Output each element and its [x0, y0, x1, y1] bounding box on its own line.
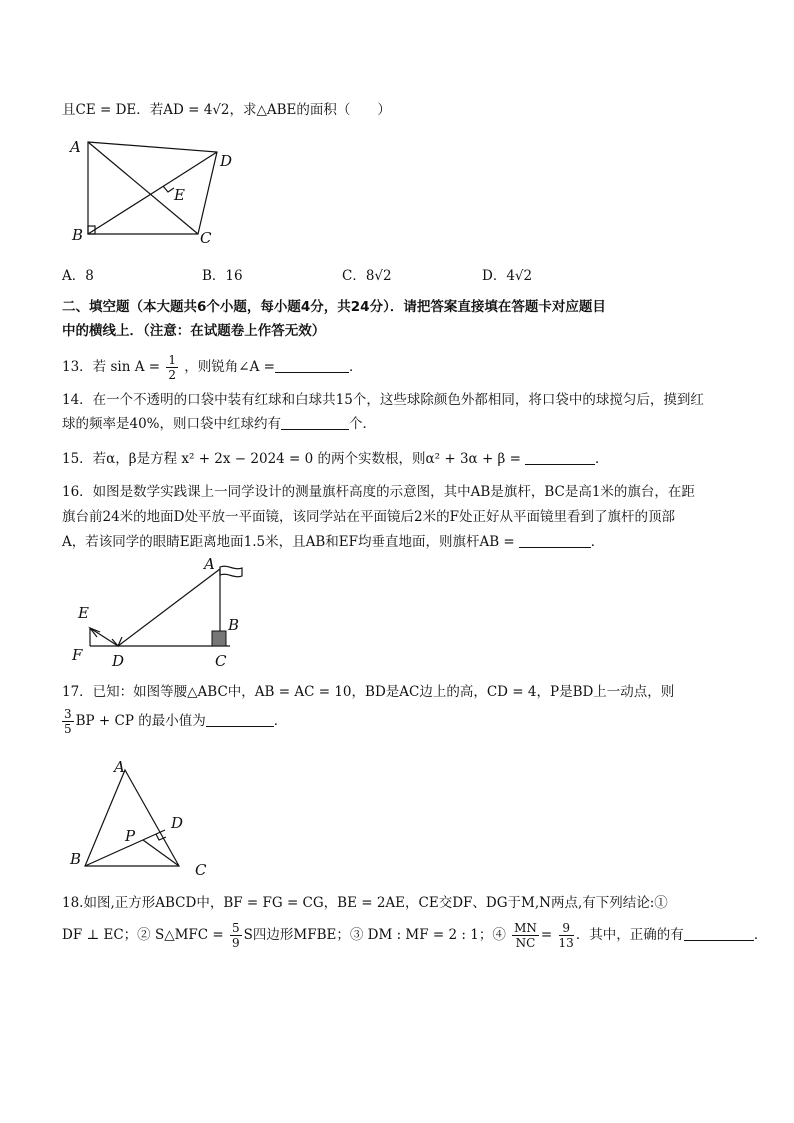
q17-label-b: B [70, 850, 82, 868]
q17-label-p: P [125, 827, 136, 845]
q13-frac-num: 1 [168, 353, 176, 367]
q14-line2-pre: 球的频率是40%，则口袋中红球约有 [62, 416, 282, 432]
q12-figure [60, 130, 240, 250]
q17-label-a: A [114, 758, 125, 776]
q12-label-d: D [220, 152, 233, 170]
q15 [62, 449, 608, 469]
q18-eq: = [540, 927, 553, 943]
q13-post: ，则锐角∠A = [184, 359, 275, 375]
q13 [62, 352, 362, 382]
q13-pre: 13．若 sin A = [62, 359, 161, 375]
q12-option-a: A．8 [62, 268, 94, 284]
q18-frac3-num: 9 [559, 921, 574, 936]
q18-frac1-den: 9 [232, 936, 240, 950]
q16-line2: 旗台前24米的地面D处平放一平面镜，该同学站在平面镜后2米的F处正好从平面镜里看到了旗杆的顶部 [62, 509, 675, 525]
q16-label-a: A [204, 555, 215, 573]
q12-label-e: E [174, 186, 185, 204]
q17-line2-end: ． [273, 713, 288, 729]
q18-line2 [62, 918, 767, 952]
q13-fraction [166, 353, 178, 382]
q17-frac-den: 5 [64, 722, 72, 736]
q16-line3 [62, 532, 604, 552]
q13-answer-blank[interactable] [275, 358, 349, 373]
q16-label-d: D [112, 652, 125, 670]
q18-frac2-den: NC [515, 936, 536, 950]
q18-line2-a: DF ⊥ EC；② S△MFC = [62, 927, 224, 943]
q18-answer-blank[interactable] [684, 926, 754, 941]
q17-line1: 17．已知：如图等腰△ABC中，AB = AC = 10，BD是AC边上的高，CD = 4，P是BD上一动点，则 [62, 684, 675, 700]
q17-label-c: C [195, 861, 207, 879]
q17-line2 [60, 706, 287, 736]
q14-answer-blank[interactable] [281, 415, 349, 430]
q16-figure [70, 555, 260, 670]
q18-frac2-num: MN [514, 921, 537, 935]
q12-stem: 且CE = DE．若AD = 4√2，求△ABE的面积（ ） [62, 102, 391, 118]
q16-line3-end: ． [590, 534, 605, 550]
q17-fraction [62, 707, 74, 736]
q12-label-b: B [72, 226, 84, 244]
q17-frac-num: 3 [64, 707, 72, 721]
q16-answer-blank[interactable] [519, 533, 591, 548]
q12-option-d: D．4√2 [482, 268, 533, 284]
q18-line2-c: ．其中，正确的有 [575, 927, 684, 943]
q18-frac1-num: 5 [232, 921, 240, 935]
q13-frac-den: 2 [168, 368, 176, 382]
q16-label-c: C [215, 652, 227, 670]
q12-option-b: B．16 [202, 268, 243, 284]
q15-end: ． [594, 451, 609, 467]
q18-frac3-den: 13 [558, 936, 574, 950]
section2-line2: 中的横线上．（注意：在试题卷上作答无效） [62, 323, 326, 339]
q12-option-c: C．8√2 [342, 268, 392, 284]
q15-answer-blank[interactable] [525, 450, 595, 465]
q18-line1: 18.如图,正方形ABCD中，BF = FG = CG，BE = 2AE，CE交DF、DG于M,N两点,有下列结论:① [62, 895, 668, 911]
q14-line1: 14．在一个不透明的口袋中装有红球和白球共15个，这些球除颜色外都相同，将口袋中的球搅匀后，摸到红 [62, 392, 704, 408]
q16-label-e: E [78, 604, 89, 622]
q17-label-d: D [171, 814, 184, 832]
q18-fraction-3 [559, 921, 574, 950]
q18-fraction-2 [512, 921, 539, 950]
q17-answer-blank[interactable] [206, 712, 274, 727]
q16-line1: 16．如图是数学实践课上一同学设计的测量旗杆高度的示意图，其中AB是旗杆，BC是高1米的旗台，在距 [62, 484, 695, 500]
q14-line2-end: 个． [349, 416, 377, 432]
q16-label-f: F [72, 646, 83, 664]
q12-label-c: C [200, 229, 212, 247]
q18-line2-b: S四边形MFBE；③ DM : MF = 2 : 1；④ [243, 927, 506, 943]
q14-line2 [62, 414, 376, 434]
section2-line1: 二、填空题（本大题共6个小题，每小题4分，共24分）．请把答案直接填在答题卡对应题目 [62, 299, 606, 315]
q12-label-a: A [70, 138, 81, 156]
q17-figure [65, 752, 225, 882]
q18-line2-end: ． [753, 927, 768, 943]
q13-end: ． [348, 359, 363, 375]
q16-label-b: B [228, 616, 240, 634]
q15-text: 15．若α，β是方程 x² + 2x − 2024 = 0 的两个实数根，则α² + 3α + β = [62, 451, 521, 467]
q18-fraction-1 [230, 921, 242, 950]
q17-line2-post: BP + CP 的最小值为 [75, 713, 206, 729]
q16-line3-pre: A，若该同学的眼睛E距离地面1.5米，且AB和EF均垂直地面，则旗杆AB = [62, 534, 515, 550]
